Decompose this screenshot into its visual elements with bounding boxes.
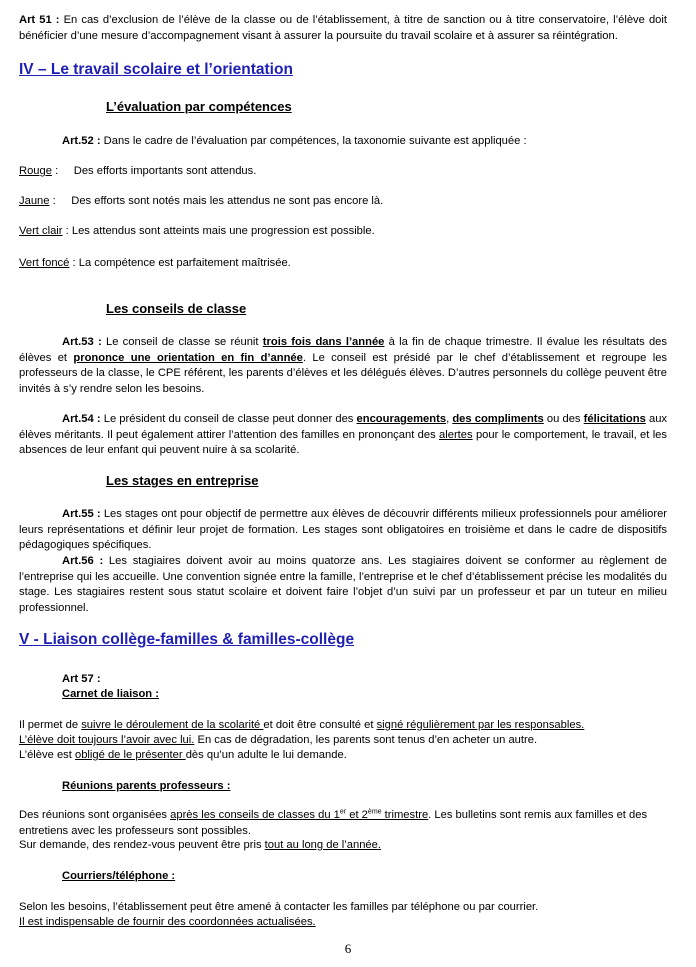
section5-title: V - Liaison collège-familles & familles-collège (19, 631, 355, 648)
evaluation-subtitle: L’évaluation par compétences (106, 99, 292, 114)
art51-label: Art 51 : (19, 14, 60, 26)
taxonomy-color-label: Vert clair (19, 225, 63, 237)
taxonomy-rouge: Rouge : Des efforts importants sont attendus. (19, 165, 257, 177)
taxonomy-jaune: Jaune : Des efforts sont notés mais les attendus ne sont pas encore là. (19, 195, 384, 207)
art51-text: En cas d’exclusion de l’élève de la classe ou de l’établissement, à titre de sanction ou à titre conservatoire, l’élève doit bénéficier d’une mesure d’accompagnement visant à assurer la poursuite du travail scolaire et à assurer sa réintégration. (19, 14, 667, 42)
art54-paragraph: Art.54 : Le président du conseil de classe peut donner des encouragements, des compliments ou des félicitations aux élèves méritants. Il peut également attirer l’attention des familles en prononçant des alertes pour le comportement, le travail, et les absences de leur enfant qui peuvent nuire à sa scolarité. (19, 413, 668, 456)
carnet-line-2: L’élève doit toujours l’avoir avec lui. En cas de dégradation, les parents sont tenus d’en acheter un autre. (19, 734, 538, 746)
stages-subtitle: Les stages en entreprise (106, 473, 259, 488)
art53-label: Art.53 : (62, 336, 102, 348)
taxonomy-description: Des efforts importants sont attendus. (73, 165, 257, 177)
courriers-line-1: Selon les besoins, l’établissement peut être amené à contacter les familles par téléphone ou par courrier. (19, 901, 539, 913)
conseils-subtitle: Les conseils de classe (106, 301, 247, 316)
art51-paragraph (19, 13, 667, 44)
taxonomy-color-label: Vert foncé (19, 257, 70, 269)
art56-label: Art.56 : (62, 555, 104, 567)
art53-paragraph: Art.53 : Le conseil de classe se réunit trois fois dans l’année à la fin de chaque trimestre. Il évalue les résultats des élèves et prononce une orientation en fin d’année. Le conseil est présidé par le chef d’établissement et regroupe les professeurs de la classe, le CPE référent, les parents d’élèves et les délégués élèves. D’autres personnels du collège peuvent être invités à s’y rendre selon les besoins. (19, 336, 668, 395)
taxonomy-description: Des efforts sont notés mais les attendus ne sont pas encore là. (71, 195, 384, 207)
carnet-line-1: Il permet de suivre le déroulement de la scolarité et doit être consulté et signé régulièrement par les responsables. (19, 719, 585, 731)
taxonomy-description: La compétence est parfaitement maîtrisée. (78, 257, 291, 269)
art54-label: Art.54 : (62, 413, 101, 425)
art56-paragraph: Art.56 : Les stagiaires doivent avoir au moins quatorze ans. Les stagiaires doivent se conformer au règlement de l’entreprise qui les accueille. Une convention signée entre la famille, l’entreprise et le chef d’établissement précise les modalités du stage. Les stagiaires restent sous statut scolaire et doivent faire l’objet d’un suivi par un professeur et par un tuteur en milieu professionnel. (19, 555, 668, 614)
page-number: 6 (344, 941, 352, 956)
art53-emphasis: prononce une orientation en fin d’année (73, 351, 303, 364)
art54-emphasis: des compliments (452, 413, 544, 425)
courriers-title: Courriers/téléphone : (62, 870, 176, 882)
taxonomy-description: Les attendus sont atteints mais une progression est possible. (71, 225, 375, 237)
taxonomy-vert-fonce: Vert foncé : La compétence est parfaitement maîtrisée. (19, 257, 291, 269)
reunions-line-2: Sur demande, des rendez-vous peuvent être pris tout au long de l’année. (19, 839, 381, 851)
carnet-line-3: L’élève est obligé de le présenter dès qu’un adulte le lui demande. (19, 749, 347, 761)
taxonomy-color-label: Rouge (19, 165, 52, 177)
art54-emphasis: félicitations (583, 413, 646, 425)
reunions-title: Réunions parents professeurs : (62, 780, 231, 792)
art52-text: Dans le cadre de l’évaluation par compétences, la taxonomie suivante est appliquée : (100, 135, 527, 147)
art57-label: Art 57 : (62, 673, 101, 685)
section4-title: IV – Le travail scolaire et l’orientation (19, 61, 293, 78)
art54-emphasis: encouragements (356, 413, 447, 425)
art52-paragraph (19, 134, 667, 150)
art55-paragraph: Art.55 : Les stages ont pour objectif de permettre aux élèves de découvrir différents milieux professionnels pour améliorer leurs représentations et définir leur projet de formation. Les stages sont obligatoires en troisième et dans le cadre de dispositifs pédagogiques spécifiques. (19, 508, 668, 551)
art52-label: Art.52 : (62, 135, 101, 147)
carnet-title: Carnet de liaison : (62, 688, 159, 700)
art53-emphasis: trois fois dans l’année (262, 336, 385, 348)
reunions-line-1: Des réunions sont organisées après les conseils de classes du 1er et 2ème trimestre. Les bulletins sont remis aux familles et des entretiens avec les professeurs sont possibles. (19, 808, 648, 837)
courriers-line-2: Il est indispensable de fournir des coordonnées actualisées. (19, 916, 316, 928)
art55-label: Art.55 : (62, 508, 101, 520)
taxonomy-color-label: Jaune (19, 195, 50, 207)
art54-alertes: alertes (439, 428, 473, 441)
taxonomy-vert-clair: Vert clair : Les attendus sont atteints mais une progression est possible. (19, 225, 375, 237)
